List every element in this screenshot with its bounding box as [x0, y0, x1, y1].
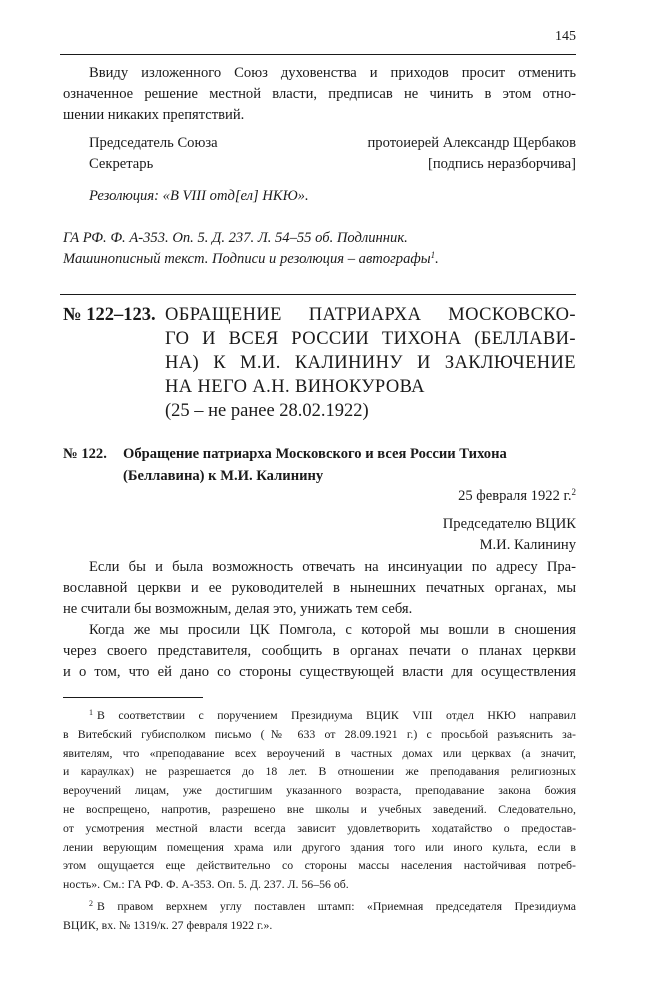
header-rule [60, 54, 576, 55]
document-heading [63, 443, 576, 487]
text-line: и о том, что ей дано со стороны существующей власти для осуществления [63, 664, 576, 680]
footnote-line: вероучений лицам, уже достигшим указанного возраста, преподавание закона божия [63, 783, 576, 798]
source-line: ГА РФ. Ф. А-353. Оп. 5. Д. 237. Л. 54–55 об. Подлинник. [63, 230, 408, 246]
footnote-ref: 2 [571, 487, 576, 497]
resolution-text: Резолюция: «В VIII отд[ел] НКЮ». [89, 188, 309, 204]
footnote-separator [63, 697, 203, 698]
document-date [63, 486, 576, 507]
text-line: вославной церкви и ее руководителей в нынешних печатных органах, мы [63, 580, 576, 596]
document-title-line: (Беллавина) к М.И. Калинину [123, 468, 324, 484]
text-line: Когда же мы просили ЦК Помгола, с которой мы вошли в сношения [89, 622, 576, 638]
signature-name: протоиерей Александр Щербаков [367, 135, 576, 151]
addressee-line: Председателю ВЦИК [442, 516, 576, 532]
section-number: № 122–123. [63, 305, 156, 325]
signature-role: Секретарь [89, 156, 154, 172]
document-title-line: Обращение патриарха Московского и всея России Тихона [123, 446, 507, 462]
footnote-line: не воспрещено, напротив, разрешено вне школы и учебных заведений. Следовательно, [63, 801, 576, 816]
source-line: Машинописный текст. Подписи и резолюция – автографы$^1$. [63, 250, 439, 267]
footnote-line: этом ощущается еще действительно со стороны массы населения настойчивая потреб- [63, 858, 576, 873]
section-title-line: ГО И ВСЕЯ РОССИИ ТИХОНА (БЕЛЛАВИ- [165, 329, 576, 349]
footnote-ref: 1 [430, 250, 436, 260]
archival-source [63, 228, 576, 270]
page-number: 145 [555, 29, 576, 44]
text-line: шении никаких препятствий. [63, 107, 245, 123]
footnote-text: В соответствии с поручением Президиума ВЦИК VIII отдел НКЮ направил [97, 708, 576, 722]
footnote-text: В правом верхнем углу поставлен штамп: «Приемная председателя Президиума [97, 899, 576, 913]
footnote-line: явителям, что «преподавание всех вероучений в частных домах или церквах (а значит, [63, 745, 576, 760]
text-line: означенное решение местной власти, предписав не чинить в этом отно- [63, 86, 576, 102]
footnote-line: ность». См.: ГА РФ. Ф. А-353. Оп. 5. Д. 237. Л. 56–56 об. [63, 877, 349, 892]
resolution [63, 186, 576, 207]
text-line: через своего представителя, сообщить в органах печати о планах церкви [63, 643, 576, 659]
document-number: № 122. [63, 446, 107, 462]
text-line: не считали бы возможным, делая это, унижать тем себя. [63, 601, 413, 617]
section-title-line: ОБРАЩЕНИЕ ПАТРИАРХА МОСКОВСКО- [165, 305, 576, 325]
footnote-line: ВЦИК, вх. № 1319/к. 27 февраля 1922 г.». [63, 917, 273, 932]
footnote-line: в Витебский губисполком письмо (№ 633 от 28.09.1921 г.) с просьбой разъяснить за- [63, 726, 576, 741]
signature-block [63, 133, 576, 175]
text-line: Ввиду изложенного Союз духовенства и приходов просит отменить [89, 65, 576, 81]
document-date-text: 25 февраля 1922 г. [458, 488, 572, 504]
section-heading [63, 303, 576, 423]
section-dates: (25 – не ранее 28.02.1922) [165, 401, 369, 421]
section-title-line: НА НЕГО А.Н. ВИНОКУРОВА [165, 377, 425, 397]
footnote-line [63, 895, 576, 916]
footnote-mark: 2 [89, 899, 93, 908]
footnote-line: лении верующим помещения храма или другого здания того или иного культа, если в [63, 839, 576, 854]
signature-name: [подпись неразборчива] [427, 156, 576, 172]
signature-role: Председатель Союза [89, 135, 218, 151]
footnote-line: от усмотрения местной власти всегда зависит удовлетворить ходатайство о предостав- [63, 820, 576, 835]
addressee [63, 514, 576, 556]
text-line: Если бы и была возможность отвечать на инсинуации по адресу Пра- [89, 559, 576, 575]
prev-doc-paragraph [63, 63, 576, 126]
footnote-2 [63, 895, 576, 935]
footnote-1 [63, 704, 576, 894]
body-paragraph [63, 557, 576, 620]
section-title-line: НА) К М.И. КАЛИНИНУ И ЗАКЛЮЧЕНИЕ [165, 353, 576, 373]
footnote-mark: 1 [89, 708, 93, 717]
source-text: Машинописный текст. Подписи и резолюция – автографы [63, 251, 431, 267]
body-paragraph [63, 620, 576, 683]
section-rule [60, 294, 576, 295]
footnote-line: и караулках) не разрешается до 18 лет. В отношении же преподавания религиозных [63, 764, 576, 779]
footnote-line [63, 704, 576, 725]
addressee-line: М.И. Калинину [479, 537, 576, 553]
